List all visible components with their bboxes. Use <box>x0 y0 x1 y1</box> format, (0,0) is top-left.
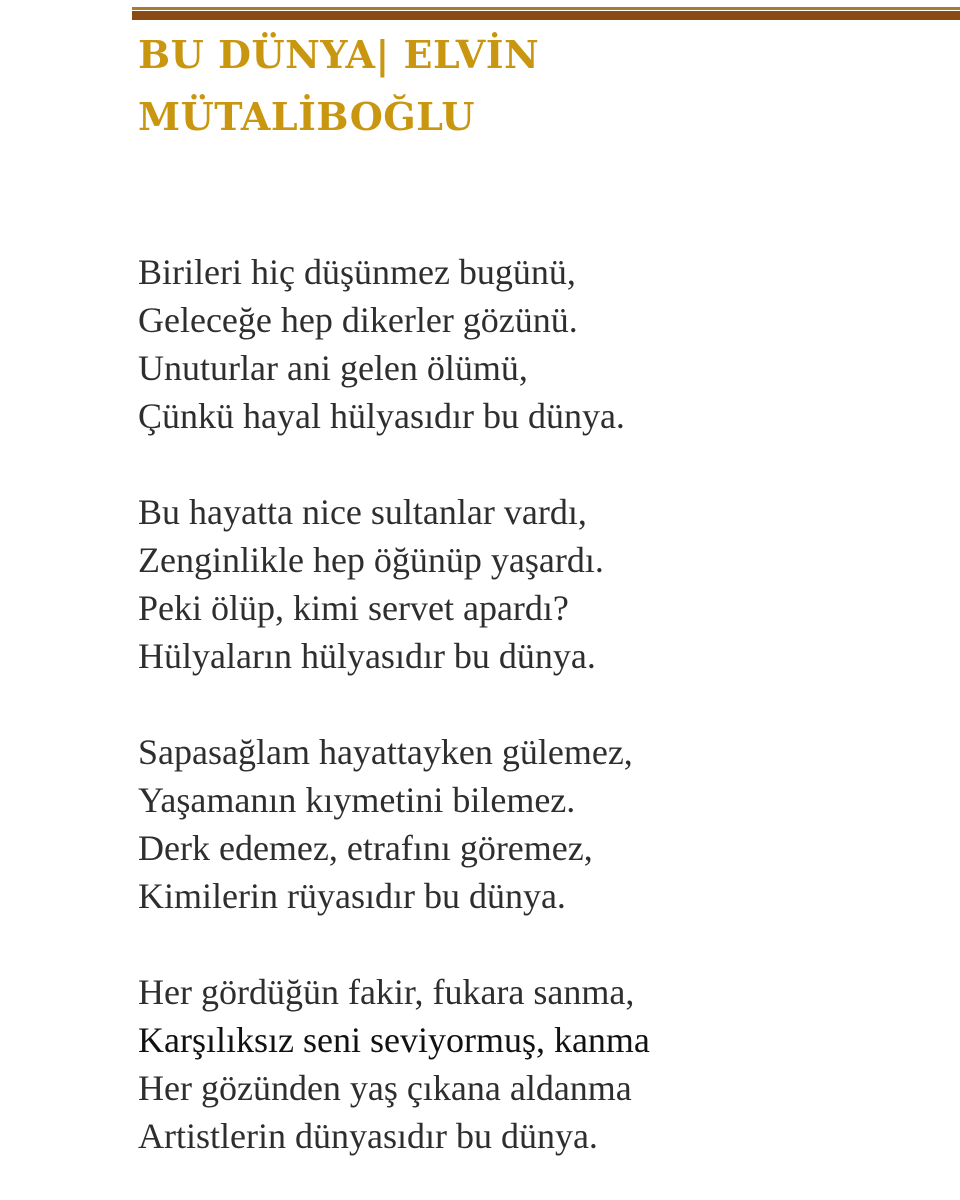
poem-line: Kimilerin rüyasıdır bu dünya. <box>138 876 566 916</box>
poem-line: Bu hayatta nice sultanlar vardı, <box>138 492 587 532</box>
poem-line: Her gördüğün fakir, fukara sanma, <box>138 972 635 1012</box>
poem-line: Hülyaların hülyasıdır bu dünya. <box>138 636 596 676</box>
poem-line: Sapasağlam hayattayken gülemez, <box>138 732 633 772</box>
page-title <box>138 24 938 148</box>
stanza-4 <box>138 968 938 1160</box>
stanza-3 <box>138 728 938 920</box>
poem-line: Her gözünden yaş çıkana aldanma <box>138 1068 632 1108</box>
poem-line: Çünkü hayal hülyasıdır bu dünya. <box>138 396 625 436</box>
poem-line: Derk edemez, etrafını göremez, <box>138 828 593 868</box>
poem-line: Unuturlar ani gelen ölümü, <box>138 348 528 388</box>
poem-line: Karşılıksız seni seviyormuş, kanma <box>138 1020 650 1060</box>
poem-line: Yaşamanın kıymetini bilemez. <box>138 780 576 820</box>
poem-body <box>138 248 938 1160</box>
poem-line: Artistlerin dünyasıdır bu dünya. <box>138 1116 598 1156</box>
stanza-1 <box>138 248 938 440</box>
poem-line: Geleceğe hep dikerler gözünü. <box>138 300 578 340</box>
title-line-2: MÜTALİBOĞLU <box>138 94 476 139</box>
poem-line: Peki ölüp, kimi servet apardı? <box>138 588 569 628</box>
header-rule-thin <box>132 7 960 10</box>
title-line-1: BU DÜNYA| ELVİN <box>138 32 540 77</box>
poem-line: Birileri hiç düşünmez bugünü, <box>138 252 576 292</box>
header-rule-thick <box>132 11 960 20</box>
poem-line: Zenginlikle hep öğünüp yaşardı. <box>138 540 604 580</box>
stanza-2 <box>138 488 938 680</box>
